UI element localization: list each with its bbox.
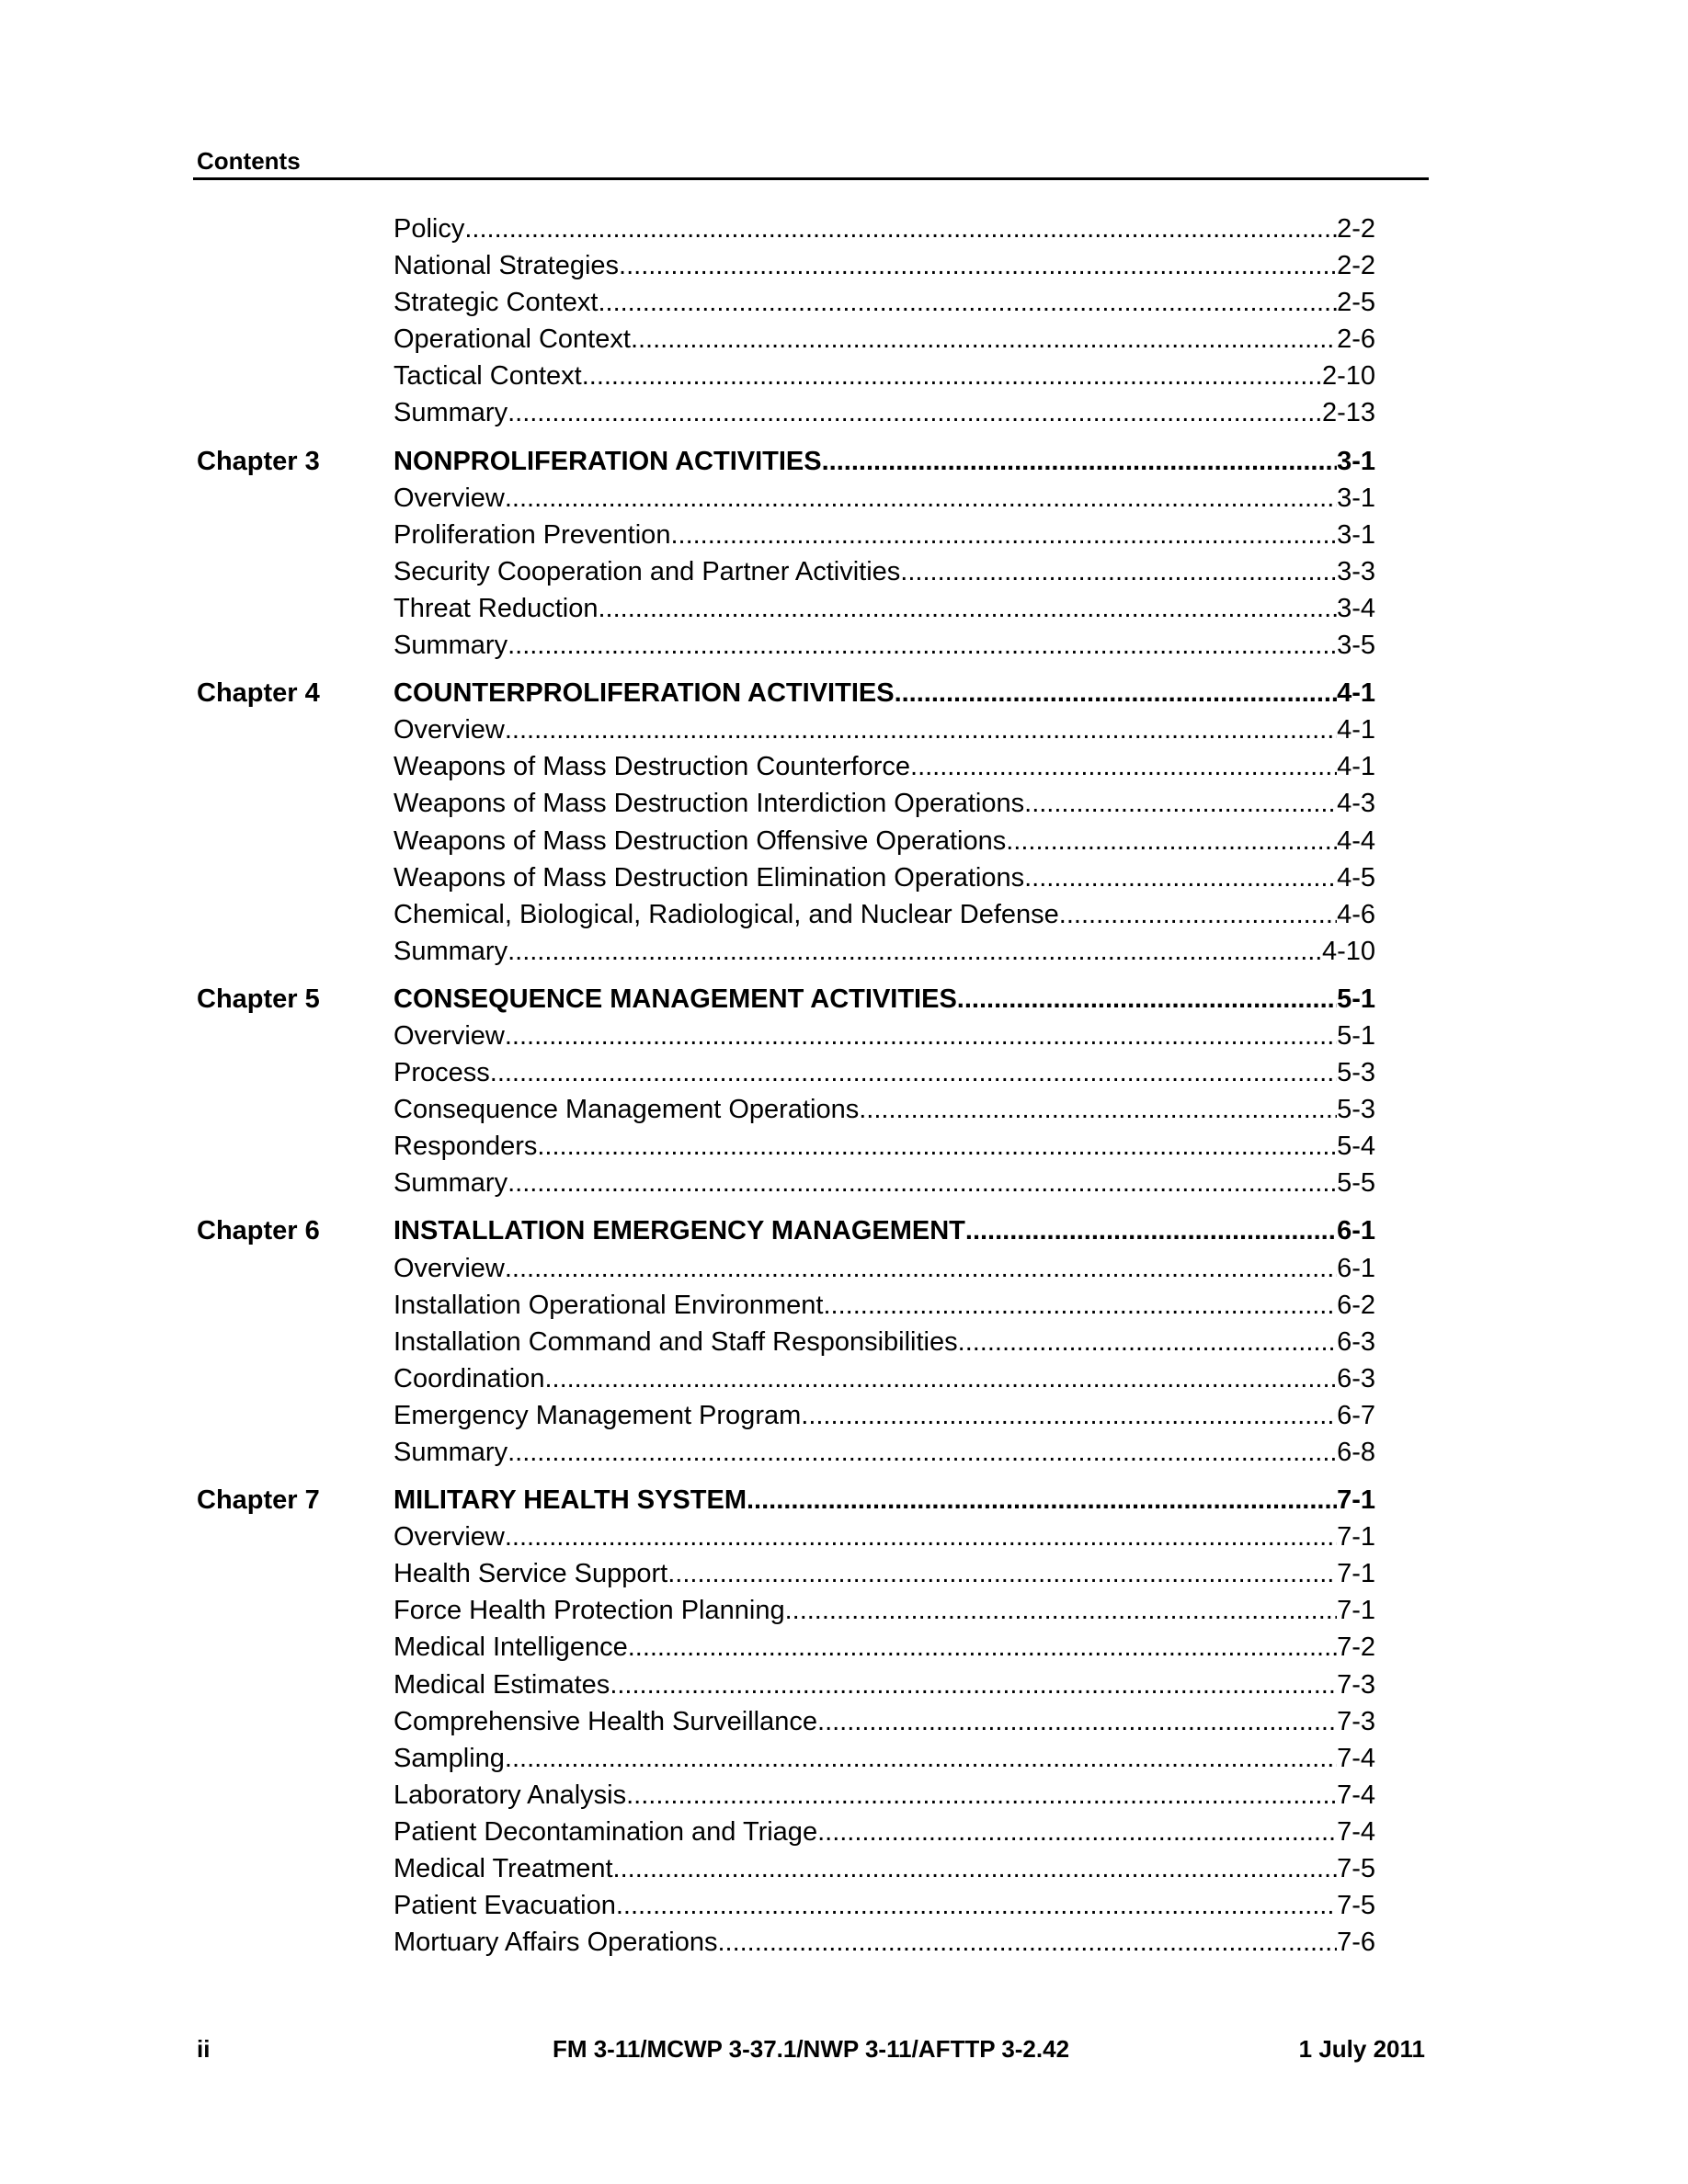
toc-entry-title: Force Health Protection Planning	[393, 1596, 785, 1626]
toc-entry-page-number: 6-1	[1337, 1253, 1375, 1283]
toc-entry-line	[393, 859, 1375, 896]
toc-entry	[197, 627, 1375, 664]
chapter-label-column	[197, 1165, 393, 1201]
toc-entry-line	[393, 1054, 1375, 1091]
toc-entry-title: Responders	[393, 1132, 538, 1162]
toc-entry-title: Sampling	[393, 1743, 505, 1773]
toc-entry-title: Patient Evacuation	[393, 1891, 616, 1921]
dot-leader	[1006, 823, 1337, 859]
toc-entry-line	[393, 1519, 1375, 1555]
chapter-label-column	[197, 247, 393, 284]
running-header	[197, 147, 301, 175]
chapter-label-column	[197, 210, 393, 247]
toc-entry	[197, 1592, 1375, 1629]
toc-continued-section	[197, 210, 1375, 432]
toc-entry-line	[393, 247, 1375, 284]
dot-leader	[610, 1666, 1337, 1703]
dot-leader	[508, 627, 1337, 664]
toc-entry	[197, 1703, 1375, 1740]
toc-entry-page-number: 3-1	[1337, 519, 1375, 550]
dot-leader	[817, 1703, 1337, 1740]
toc-entry	[197, 1434, 1375, 1471]
toc-entry	[197, 210, 1375, 247]
chapter-label-column	[197, 859, 393, 896]
toc-entry	[197, 517, 1375, 553]
toc-entry	[197, 859, 1375, 896]
dot-leader	[910, 748, 1337, 785]
chapter-label-column	[197, 553, 393, 590]
toc-entry-page-number: 6-8	[1337, 1438, 1375, 1467]
chapter-label-column	[197, 1850, 393, 1887]
dot-leader	[505, 711, 1337, 748]
toc-entry-title: Weapons of Mass Destruction Offensive Operations	[393, 825, 1007, 856]
dot-leader	[598, 590, 1337, 627]
dot-leader	[582, 358, 1322, 394]
toc-entry-page-number: 7-4	[1337, 1780, 1375, 1810]
dot-leader	[505, 480, 1337, 517]
toc-entry	[197, 1887, 1375, 1924]
dot-leader	[505, 1018, 1337, 1054]
chapter-title: INSTALLATION EMERGENCY MANAGEMENT	[393, 1216, 965, 1246]
chapter-label-column	[197, 1018, 393, 1054]
chapter-page-number: 4-1	[1337, 678, 1375, 709]
toc-entry-page-number: 5-3	[1337, 1095, 1375, 1125]
toc-entry-page-number: 5-5	[1337, 1168, 1375, 1199]
dot-leader	[508, 933, 1322, 970]
toc-entry-page-number: 3-1	[1337, 483, 1375, 513]
dot-leader	[1059, 896, 1337, 933]
dot-leader	[822, 443, 1337, 480]
dot-leader	[801, 1397, 1337, 1434]
chapter-page-number: 6-1	[1337, 1216, 1375, 1246]
toc-entry-line	[393, 590, 1375, 627]
toc-entry	[197, 358, 1375, 394]
toc-entry-title: Policy	[393, 214, 465, 244]
toc-entry-line	[393, 1091, 1375, 1128]
toc-entry-line	[393, 1360, 1375, 1397]
chapter-heading-row	[197, 981, 1375, 1018]
toc-entry-title: Process	[393, 1058, 490, 1088]
toc-entry-title: Summary	[393, 1168, 508, 1199]
toc-entry-line	[393, 896, 1375, 933]
toc-entry	[197, 1519, 1375, 1555]
chapter-label-column	[197, 1555, 393, 1592]
table-of-contents	[197, 210, 1375, 1961]
chapter-label-column	[197, 823, 393, 859]
chapter-label: Chapter 3	[197, 446, 320, 476]
toc-entry-line	[393, 1629, 1375, 1666]
footer-page-number: ii	[197, 2035, 211, 2063]
toc-entry-line	[393, 443, 1375, 480]
toc-entry-page-number: 3-4	[1337, 593, 1375, 623]
toc-entry-line	[393, 1814, 1375, 1850]
toc-entry	[197, 553, 1375, 590]
toc-entry-title: Overview	[393, 715, 505, 745]
toc-entry-line	[393, 1703, 1375, 1740]
toc-entry-line	[393, 394, 1375, 431]
chapter-heading-row	[197, 1482, 1375, 1519]
toc-entry-title: Weapons of Mass Destruction Counterforce	[393, 752, 911, 782]
chapter-label-column	[197, 358, 393, 394]
toc-entry	[197, 1924, 1375, 1961]
dot-leader	[958, 1324, 1337, 1360]
chapter-label-column	[197, 1054, 393, 1091]
toc-entry-line	[393, 1482, 1375, 1519]
toc-entry-title: Consequence Management Operations	[393, 1095, 860, 1125]
chapter-label-column	[197, 933, 393, 970]
toc-entry	[197, 711, 1375, 748]
toc-entry-line	[393, 480, 1375, 517]
toc-entry-title: Overview	[393, 1253, 505, 1283]
toc-entry-title: Medical Estimates	[393, 1669, 610, 1700]
toc-entry-page-number: 7-3	[1337, 1669, 1375, 1700]
toc-entry	[197, 1054, 1375, 1091]
toc-entry-title: Patient Decontamination and Triage	[393, 1816, 818, 1847]
toc-entry-line	[393, 1397, 1375, 1434]
toc-entry-title: Mortuary Affairs Operations	[393, 1928, 718, 1958]
dot-leader	[537, 1128, 1337, 1165]
toc-entry-line	[393, 823, 1375, 859]
chapter-label-column	[197, 1666, 393, 1703]
toc-entry	[197, 284, 1375, 321]
toc-entry-title: Overview	[393, 1522, 505, 1553]
toc-entry-page-number: 4-6	[1337, 899, 1375, 929]
toc-entry-line	[393, 1555, 1375, 1592]
toc-entry-title: Medical Intelligence	[393, 1632, 628, 1663]
toc-entry-title: Security Cooperation and Partner Activities	[393, 556, 901, 586]
toc-entry-title: Summary	[393, 631, 508, 661]
toc-entry-line	[393, 1777, 1375, 1814]
toc-entry-page-number: 4-1	[1337, 752, 1375, 782]
toc-entry-title: Summary	[393, 936, 508, 966]
toc-entry-title: Summary	[393, 398, 508, 428]
toc-entry-line	[393, 1887, 1375, 1924]
toc-entry	[197, 1666, 1375, 1703]
toc-entry-line	[393, 675, 1375, 711]
chapter-label-column	[197, 321, 393, 358]
toc-entry-line	[393, 1666, 1375, 1703]
toc-entry-page-number: 7-2	[1337, 1632, 1375, 1663]
toc-entry-line	[393, 1165, 1375, 1201]
dot-leader	[508, 1434, 1337, 1471]
chapter-label-column	[197, 480, 393, 517]
toc-entry-title: Medical Treatment	[393, 1854, 613, 1884]
toc-entry-line	[393, 785, 1375, 822]
chapter-label: Chapter 4	[197, 678, 320, 709]
chapter-label-column	[197, 590, 393, 627]
dot-leader	[464, 210, 1337, 247]
toc-entry-title: Weapons of Mass Destruction Interdiction Operations	[393, 789, 1025, 819]
toc-entry-line	[393, 1324, 1375, 1360]
chapter-label-column	[197, 1397, 393, 1434]
dot-leader	[508, 394, 1322, 431]
toc-entry-line	[393, 1434, 1375, 1471]
toc-entry-page-number: 4-1	[1337, 715, 1375, 745]
toc-entry	[197, 1018, 1375, 1054]
dot-leader	[1024, 785, 1337, 822]
toc-entry-line	[393, 1128, 1375, 1165]
dot-leader	[613, 1850, 1338, 1887]
chapter-label-column	[197, 394, 393, 431]
dot-leader	[823, 1287, 1337, 1324]
dot-leader	[747, 1482, 1337, 1519]
dot-leader	[667, 1555, 1337, 1592]
toc-entry-line	[393, 981, 1375, 1018]
toc-entry-page-number: 4-3	[1337, 789, 1375, 819]
chapter-label-column	[197, 1924, 393, 1961]
chapter-label-column	[197, 1777, 393, 1814]
chapter-label: Chapter 5	[197, 984, 320, 1014]
toc-entry	[197, 247, 1375, 284]
chapter-label: Chapter 7	[197, 1485, 320, 1516]
toc-entry-page-number: 2-2	[1337, 251, 1375, 281]
toc-entry-title: Tactical Context	[393, 361, 582, 392]
toc-entry-title: Weapons of Mass Destruction Elimination Operations	[393, 862, 1025, 893]
chapter-section	[197, 443, 1375, 665]
toc-entry	[197, 785, 1375, 822]
toc-entry	[197, 1250, 1375, 1287]
chapter-label-column	[197, 785, 393, 822]
toc-entry-title: Summary	[393, 1438, 508, 1467]
toc-entry	[197, 1128, 1375, 1165]
toc-entry-title: Chemical, Biological, Radiological, and Nuclear Defense	[393, 899, 1059, 929]
chapter-label-column	[197, 1740, 393, 1777]
dot-leader	[817, 1814, 1337, 1850]
toc-entry	[197, 480, 1375, 517]
toc-entry-page-number: 7-5	[1337, 1891, 1375, 1921]
dot-leader	[900, 553, 1337, 590]
toc-entry-page-number: 7-1	[1337, 1522, 1375, 1553]
toc-entry-line	[393, 748, 1375, 785]
toc-entry	[197, 1165, 1375, 1201]
chapter-label-column	[197, 284, 393, 321]
toc-entry-title: Threat Reduction	[393, 593, 599, 623]
dot-leader	[1024, 859, 1337, 896]
dot-leader	[490, 1054, 1337, 1091]
toc-entry-page-number: 6-3	[1337, 1363, 1375, 1393]
chapter-label-column	[197, 1250, 393, 1287]
toc-entry-line	[393, 1212, 1375, 1249]
toc-entry-page-number: 4-4	[1337, 825, 1375, 856]
toc-entry-line	[393, 553, 1375, 590]
toc-entry-title: Laboratory Analysis	[393, 1780, 627, 1810]
chapter-label-column	[197, 748, 393, 785]
toc-entry-line	[393, 1250, 1375, 1287]
footer-date: 1 July 2011	[1298, 2035, 1425, 2063]
toc-entry-page-number: 5-1	[1337, 1020, 1375, 1051]
toc-entry-title: Coordination	[393, 1363, 545, 1393]
toc-entry	[197, 590, 1375, 627]
toc-entry	[197, 823, 1375, 859]
toc-entry-title: Comprehensive Health Surveillance	[393, 1706, 818, 1736]
toc-entry	[197, 1397, 1375, 1434]
toc-entry-title: Overview	[393, 483, 505, 513]
dot-leader	[616, 1887, 1337, 1924]
chapter-label-column	[197, 1324, 393, 1360]
dot-leader	[505, 1740, 1337, 1777]
toc-entry	[197, 1850, 1375, 1887]
chapter-label-column	[197, 1814, 393, 1850]
toc-entry-line	[393, 1592, 1375, 1629]
toc-entry-page-number: 5-3	[1337, 1058, 1375, 1088]
toc-entry-page-number: 2-10	[1321, 361, 1375, 392]
toc-entry	[197, 1555, 1375, 1592]
page-footer	[197, 2035, 1425, 2063]
dot-leader	[544, 1360, 1337, 1397]
chapter-heading-row	[197, 1212, 1375, 1249]
chapter-label-column	[197, 1519, 393, 1555]
chapter-label-column	[197, 1887, 393, 1924]
toc-entry-page-number: 3-3	[1337, 556, 1375, 586]
chapter-section	[197, 1482, 1375, 1961]
running-header-title: Contents	[197, 147, 301, 175]
toc-entry-page-number: 5-4	[1337, 1132, 1375, 1162]
chapter-label-column	[197, 517, 393, 553]
header-rule	[193, 177, 1429, 180]
dot-leader	[628, 1629, 1337, 1666]
chapter-label: Chapter 6	[197, 1216, 320, 1246]
toc-entry-line	[393, 1287, 1375, 1324]
chapter-heading-row	[197, 675, 1375, 711]
toc-entry	[197, 321, 1375, 358]
chapter-title: NONPROLIFERATION ACTIVITIES	[393, 446, 822, 476]
toc-entry-page-number: 3-5	[1337, 631, 1375, 661]
dot-leader	[785, 1592, 1338, 1629]
toc-entry-page-number: 4-10	[1321, 936, 1375, 966]
toc-entry-title: Overview	[393, 1020, 505, 1051]
toc-entry	[197, 1091, 1375, 1128]
chapter-page-number: 7-1	[1337, 1485, 1375, 1516]
toc-entry-page-number: 6-7	[1337, 1400, 1375, 1430]
toc-entry-title: Installation Command and Staff Responsibilities	[393, 1326, 958, 1357]
toc-entry-page-number: 7-1	[1337, 1559, 1375, 1589]
toc-entry-line	[393, 933, 1375, 970]
dot-leader	[965, 1212, 1337, 1249]
toc-entry	[197, 1777, 1375, 1814]
dot-leader	[626, 1777, 1337, 1814]
chapter-label-column	[197, 896, 393, 933]
chapter-label-column	[197, 1091, 393, 1128]
toc-entry-line	[393, 627, 1375, 664]
toc-entry-title: Strategic Context	[393, 288, 599, 318]
toc-entry	[197, 1740, 1375, 1777]
toc-entry-title: Emergency Management Program	[393, 1400, 802, 1430]
chapter-title: MILITARY HEALTH SYSTEM	[393, 1485, 747, 1516]
chapter-page-number: 3-1	[1337, 446, 1375, 476]
dot-leader	[670, 517, 1337, 553]
chapter-heading-row	[197, 443, 1375, 480]
toc-entry	[197, 394, 1375, 431]
chapter-section	[197, 675, 1375, 970]
toc-entry-line	[393, 321, 1375, 358]
dot-leader	[895, 675, 1338, 711]
toc-entry	[197, 1629, 1375, 1666]
dot-leader	[505, 1250, 1337, 1287]
footer-publication-number: FM 3-11/MCWP 3-37.1/NWP 3-11/AFTTP 3-2.42	[552, 2035, 1070, 2063]
toc-entry-page-number: 2-5	[1337, 288, 1375, 318]
toc-entry-line	[393, 517, 1375, 553]
toc-entry-title: Health Service Support	[393, 1559, 668, 1589]
chapter-label-column	[197, 711, 393, 748]
chapter-label-column	[197, 1629, 393, 1666]
toc-entry-page-number: 2-2	[1337, 214, 1375, 244]
toc-entry-page-number: 7-4	[1337, 1816, 1375, 1847]
chapter-page-number: 5-1	[1337, 984, 1375, 1014]
chapter-section	[197, 1212, 1375, 1471]
toc-entry-page-number: 7-1	[1337, 1596, 1375, 1626]
toc-entry-line	[393, 284, 1375, 321]
toc-entry	[197, 933, 1375, 970]
toc-entry-title: Installation Operational Environment	[393, 1290, 824, 1320]
toc-entry-page-number: 2-6	[1337, 324, 1375, 355]
chapter-label-column	[197, 1128, 393, 1165]
dot-leader	[631, 321, 1337, 358]
toc-entry	[197, 1287, 1375, 1324]
chapter-label-column	[197, 1703, 393, 1740]
chapter-label-column	[197, 1360, 393, 1397]
toc-entry	[197, 748, 1375, 785]
toc-entry-page-number: 6-3	[1337, 1326, 1375, 1357]
dot-leader	[598, 284, 1337, 321]
chapter-section	[197, 981, 1375, 1202]
toc-entry-title: Proliferation Prevention	[393, 519, 671, 550]
toc-entry-page-number: 7-3	[1337, 1706, 1375, 1736]
toc-entry-line	[393, 1740, 1375, 1777]
chapter-title: COUNTERPROLIFERATION ACTIVITIES	[393, 678, 895, 709]
dot-leader	[957, 981, 1337, 1018]
toc-entry	[197, 1324, 1375, 1360]
toc-entry-page-number: 7-4	[1337, 1743, 1375, 1773]
toc-entry	[197, 896, 1375, 933]
toc-entry-page-number: 4-5	[1337, 862, 1375, 893]
toc-entry-line	[393, 210, 1375, 247]
toc-entry-line	[393, 1924, 1375, 1961]
toc-entry	[197, 1360, 1375, 1397]
toc-entry-line	[393, 1850, 1375, 1887]
dot-leader	[508, 1165, 1337, 1201]
chapter-title: CONSEQUENCE MANAGEMENT ACTIVITIES	[393, 984, 957, 1014]
toc-entry-title: Operational Context	[393, 324, 631, 355]
toc-entry-page-number: 7-5	[1337, 1854, 1375, 1884]
toc-entry-page-number: 2-13	[1321, 398, 1375, 428]
chapter-label-column	[197, 1434, 393, 1471]
toc-entry-line	[393, 711, 1375, 748]
chapter-label-column	[197, 1592, 393, 1629]
chapter-label-column	[197, 627, 393, 664]
dot-leader	[619, 247, 1337, 284]
toc-entry-page-number: 7-6	[1337, 1928, 1375, 1958]
toc-entry	[197, 1814, 1375, 1850]
toc-entry-line	[393, 358, 1375, 394]
toc-entry-title: National Strategies	[393, 251, 620, 281]
dot-leader	[859, 1091, 1337, 1128]
dot-leader	[717, 1924, 1337, 1961]
toc-entry-line	[393, 1018, 1375, 1054]
chapter-label-column	[197, 1287, 393, 1324]
toc-entry-page-number: 6-2	[1337, 1290, 1375, 1320]
dot-leader	[505, 1519, 1337, 1555]
